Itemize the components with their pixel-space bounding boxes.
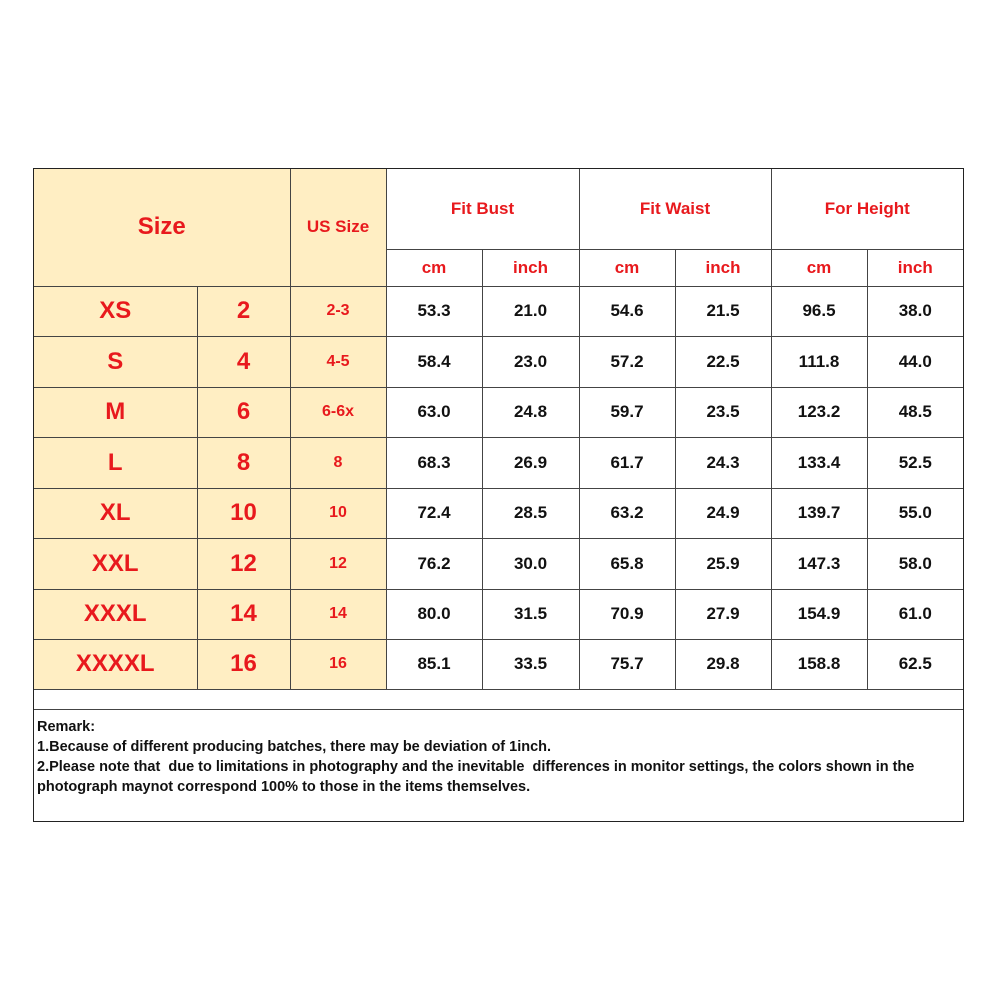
size-label-cell: M [34,387,197,437]
measurement-cell: 21.0 [482,286,579,336]
measurement-cell: 57.2 [579,336,675,387]
unit-header: cm [386,249,482,286]
measurement-cell: 123.2 [771,387,867,437]
table-row [34,437,963,488]
unit-header: cm [771,249,867,286]
measurement-cell: 38.0 [867,286,963,336]
remark-section [34,709,963,821]
measurement-cell: 70.9 [579,589,675,639]
measurement-cell: 24.8 [482,387,579,437]
measurement-cell: 33.5 [482,639,579,689]
us-size-cell: 6-6x [290,387,386,437]
measurement-cell: 59.7 [579,387,675,437]
size-number-cell: 4 [197,336,290,387]
size-number-cell: 10 [197,488,290,538]
table-row [34,286,963,336]
measurement-cell: 31.5 [482,589,579,639]
measurement-cell: 154.9 [771,589,867,639]
us-size-cell: 2-3 [290,286,386,336]
table-row [34,336,963,387]
measurement-cell: 147.3 [771,538,867,589]
size-number-cell: 8 [197,437,290,488]
measurement-cell: 27.9 [675,589,771,639]
measurement-cell: 28.5 [482,488,579,538]
table-row [34,488,963,538]
measurement-cell: 58.4 [386,336,482,387]
measurement-cell: 26.9 [482,437,579,488]
measurement-cell: 52.5 [867,437,963,488]
measurement-cell: 65.8 [579,538,675,589]
size-label-cell: L [34,437,197,488]
size-number-cell: 2 [197,286,290,336]
size-label-cell: S [34,336,197,387]
us-size-cell: 8 [290,437,386,488]
measurement-cell: 61.0 [867,589,963,639]
fit-waist-header: Fit Waist [579,169,771,249]
remark-line-1: 1.Because of different producing batches, there may be deviation of 1inch. [37,739,552,755]
measurement-cell: 58.0 [867,538,963,589]
measurement-cell: 24.9 [675,488,771,538]
unit-header: cm [579,249,675,286]
us-size-cell: 12 [290,538,386,589]
measurement-cell: 54.6 [579,286,675,336]
size-table [34,169,963,714]
us-size-cell: 16 [290,639,386,689]
measurement-cell: 23.5 [675,387,771,437]
measurement-cell: 63.2 [579,488,675,538]
size-label-cell: XXL [34,538,197,589]
measurement-cell: 62.5 [867,639,963,689]
unit-header: inch [482,249,579,286]
measurement-cell: 85.1 [386,639,482,689]
us-size-cell: 10 [290,488,386,538]
us-size-cell: 4-5 [290,336,386,387]
table-row [34,589,963,639]
us-size-cell: 14 [290,589,386,639]
measurement-cell: 139.7 [771,488,867,538]
size-label-cell: XXXXL [34,639,197,689]
size-label-cell: XL [34,488,197,538]
table-row [34,639,963,689]
measurement-cell: 48.5 [867,387,963,437]
measurement-cell: 63.0 [386,387,482,437]
remark-title: Remark: [37,719,96,735]
measurement-cell: 21.5 [675,286,771,336]
measurement-cell: 96.5 [771,286,867,336]
measurement-cell: 76.2 [386,538,482,589]
size-number-cell: 6 [197,387,290,437]
measurement-cell: 72.4 [386,488,482,538]
measurement-cell: 80.0 [386,589,482,639]
unit-header: inch [675,249,771,286]
measurement-cell: 55.0 [867,488,963,538]
measurement-cell: 61.7 [579,437,675,488]
size-chart [33,168,964,822]
measurement-cell: 53.3 [386,286,482,336]
measurement-cell: 133.4 [771,437,867,488]
measurement-cell: 23.0 [482,336,579,387]
measurement-cell: 22.5 [675,336,771,387]
table-row [34,538,963,589]
size-number-cell: 14 [197,589,290,639]
measurement-cell: 75.7 [579,639,675,689]
measurement-cell: 68.3 [386,437,482,488]
measurement-cell: 30.0 [482,538,579,589]
for-height-header: For Height [771,169,963,249]
size-label-cell: XS [34,286,197,336]
measurement-cell: 111.8 [771,336,867,387]
size-header: Size [34,169,290,286]
measurement-cell: 158.8 [771,639,867,689]
measurement-cell: 29.8 [675,639,771,689]
us-size-header: US Size [290,169,386,286]
size-number-cell: 16 [197,639,290,689]
measurement-cell: 24.3 [675,437,771,488]
measurement-cell: 25.9 [675,538,771,589]
fit-bust-header: Fit Bust [386,169,579,249]
size-number-cell: 12 [197,538,290,589]
remark-line-2: 2.Please note that due to limitations in photography and the inevitable differences in monitor settings, the colors shown in the photograph maynot correspond 100% to those in the items themselves. [37,759,919,795]
unit-header: inch [867,249,963,286]
measurement-cell: 44.0 [867,336,963,387]
size-label-cell: XXXL [34,589,197,639]
table-row [34,387,963,437]
